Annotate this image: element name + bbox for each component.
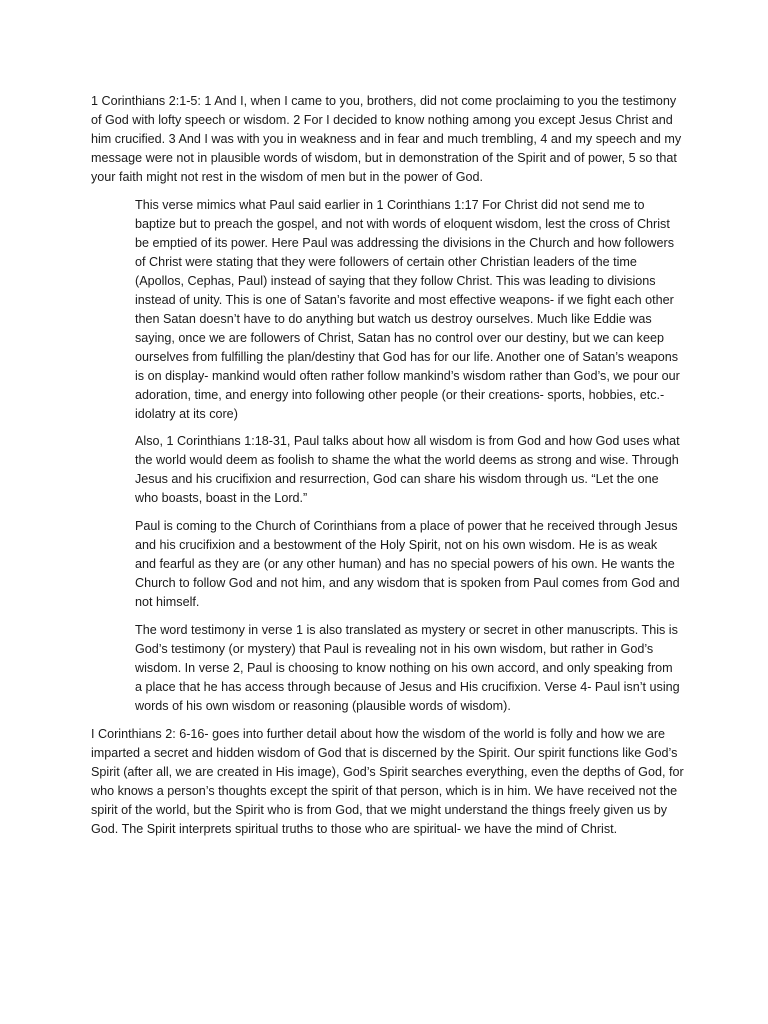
commentary-paragraph-4: The word testimony in verse 1 is also translated as mystery or secret in other manuscripts. This is God’s testimony (or mystery) that Paul is revealing not in his own wisdom, but rather in God’s wisdom. In verse 2, Paul is choosing to know nothing on his own accord, and only speaking from a place that he has access through because of Jesus and His crucifixion. Verse 4- Paul isn’t using words of his own wisdom or reasoning (plausible words of wisdom). xyxy=(135,623,680,713)
commentary-paragraph-2: Also, 1 Corinthians 1:18-31, Paul talks about how all wisdom is from God and how God uses what the world would deem as foolish to shame the what the world deems as strong and wise. Through Jesus and his crucifixion and resurrection, God can share his wisdom through us. “Let the one who boasts, boast in the Lord.” xyxy=(135,434,680,505)
commentary-paragraph-1: This verse mimics what Paul said earlier in 1 Corinthians 1:17 For Christ did not send me to baptize but to preach the gospel, and not with words of eloquent wisdom, lest the cross of Christ be emptied of its power. Here Paul was addressing the divisions in the Church and how followers of Christ were stating that they were followers of certain other Christian leaders of the time (Apollos, Cephas, Paul) instead of saying that they follow Christ. This was leading to divisions instead of unity. This is one of Satan’s favorite and most effective weapons- if we fight each other then Satan doesn’t have to do anything but watch us destroy ourselves. Much like Eddie was saying, once we are followers of Christ, Satan has no control over our destiny, but we can keep ourselves from fulfilling the plan/destiny that God has for our life. Another one of Satan’s weapons is on display- mankind would often rather follow mankind’s wisdom rather than God’s, we pour our adoration, time, and energy into following other people (or their creations- sports, hobbies, etc.- idolatry at its core) xyxy=(135,198,680,421)
scripture-paragraph: 1 Corinthians 2:1-5: 1 And I, when I came to you, brothers, did not come proclaiming to you the testimony of God with lofty speech or wisdom. 2 For I decided to know nothing among you except Jesus Christ and him crucified. 3 And I was with you in weakness and in fear and much trembling, 4 and my speech and my message were not in plausible words of wisdom, but in demonstration of the Spirit and of power, 5 so that your faith might not rest in the wisdom of men but in the power of God. xyxy=(91,94,682,184)
commentary-paragraph-3: Paul is coming to the Church of Corinthians from a place of power that he received through Jesus and his crucifixion and a bestowment of the Holy Spirit, not on his own wisdom. He is as weak and fearful as they are (or any other human) and has no special powers of his own. He wants the Church to follow God and not him, and any wisdom that is spoken from Paul comes from God and not himself. xyxy=(135,519,680,609)
closing-paragraph: I Corinthians 2: 6-16- goes into further detail about how the wisdom of the world is folly and how we are imparted a secret and hidden wisdom of God that is discerned by the Spirit. Our spirit functions like God’s Spirit (after all, we are created in His image), God’s Spirit searches everything, even the depths of God, for who knows a person’s thoughts except the spirit of that person, which is in him. We have received not the spirit of the world, but the Spirit who is from God, that we might understand the things freely given us by God. The Spirit interprets spiritual truths to those who are spiritual- we have the mind of Christ. xyxy=(91,727,684,836)
